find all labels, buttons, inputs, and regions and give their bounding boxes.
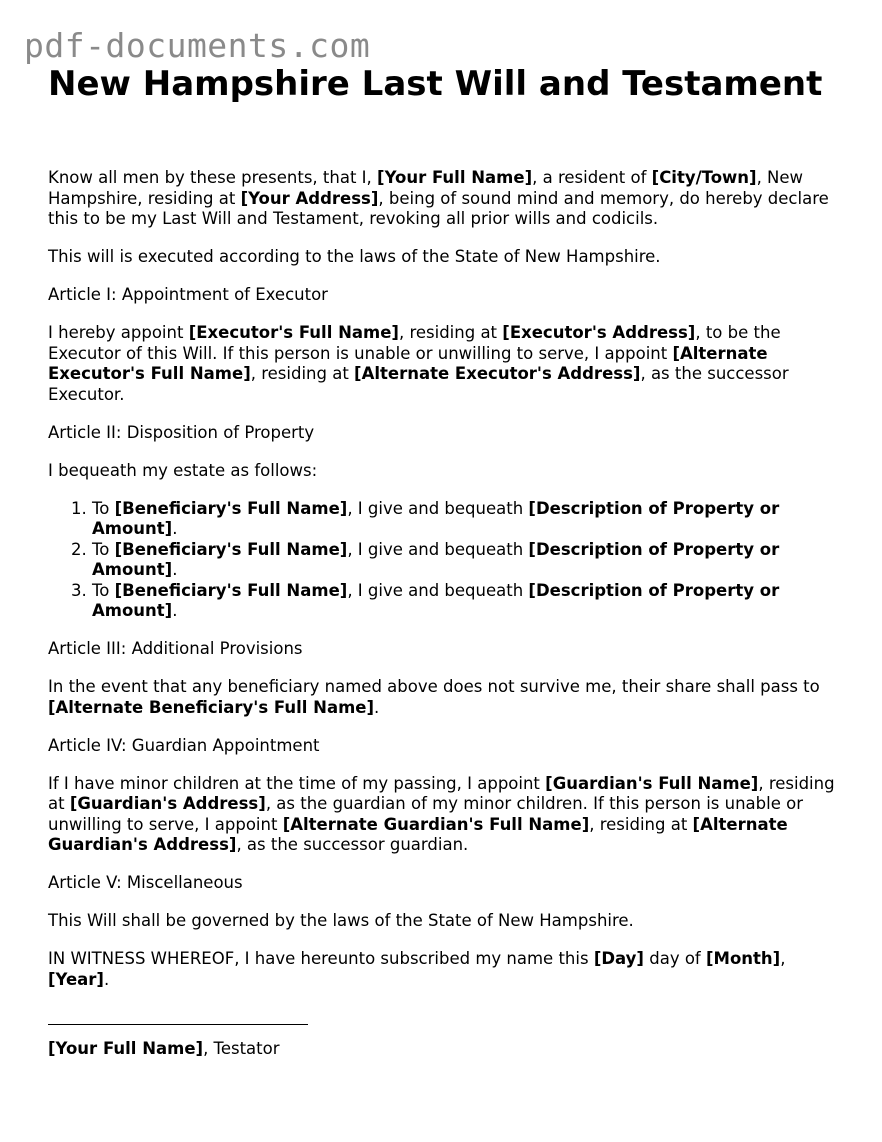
alt-beneficiary-placeholder: [Alternate Beneficiary's Full Name] — [48, 697, 375, 717]
address-placeholder: [Your Address] — [240, 188, 379, 208]
witness-paragraph — [48, 949, 838, 990]
article-5-heading: Article V: Miscellaneous — [48, 873, 243, 892]
property-placeholder: [Description of Property or Amount] — [92, 539, 780, 579]
article-text: , as the guardian of my minor children. If this person is unable or unwilling to serve, I appoint — [48, 794, 804, 834]
item-text: , I give and bequeath — [347, 498, 529, 518]
alt-executor-name-placeholder: [Alternate Executor's Full Name] — [48, 343, 768, 383]
article-text: , residing at — [250, 364, 355, 383]
witness-text: IN WITNESS WHEREOF, I have hereunto subscribed my name this — [48, 949, 594, 968]
item-text: . — [172, 601, 178, 620]
list-item — [92, 540, 838, 581]
document-title: New Hampshire Last Will and Testament — [48, 64, 823, 104]
article-4-heading: Article IV: Guardian Appointment — [48, 735, 320, 755]
document-body — [48, 168, 838, 1077]
item-text: , I give and bequeath — [347, 580, 529, 600]
alt-guardian-name-placeholder: [Alternate Guardian's Full Name] — [282, 814, 590, 834]
intro-text: , being of sound mind and memory, do hereby declare this to be my Last Will and Testament, revoking all prior wills and codicils. — [48, 188, 829, 228]
article-5-paragraph: This Will shall be governed by the laws of the State of New Hampshire. — [48, 911, 634, 930]
signer-name-placeholder: [Your Full Name] — [48, 1039, 204, 1058]
list-item — [92, 581, 838, 622]
article-text: In the event that any beneficiary named above does not survive me, their share shall pass to — [48, 677, 820, 696]
signature-block — [48, 1039, 838, 1060]
list-item — [92, 499, 838, 540]
article-text: , as the successor Executor. — [48, 364, 789, 404]
article-1-paragraph — [48, 323, 838, 405]
signature-line — [48, 1024, 308, 1025]
intro-text: , a resident of — [532, 168, 652, 187]
article-4-paragraph — [48, 774, 838, 856]
witness-text: , — [780, 949, 786, 968]
witness-text: day of — [643, 949, 706, 968]
watermark: pdf-documents.com — [24, 26, 371, 65]
alt-guardian-address-placeholder: [Alternate Guardian's Address] — [48, 814, 788, 854]
article-text: , residing at — [589, 814, 693, 834]
intro-text: , New Hampshire, residing at — [48, 168, 804, 208]
article-text: . — [374, 697, 380, 717]
beneficiary-placeholder: [Beneficiary's Full Name] — [114, 539, 348, 559]
laws-statement: This will is executed according to the laws of the State of New Hampshire. — [48, 247, 661, 266]
article-2-lead: I bequeath my estate as follows: — [48, 460, 318, 480]
item-text: . — [172, 519, 178, 538]
beneficiary-placeholder: [Beneficiary's Full Name] — [114, 498, 348, 518]
guardian-name-placeholder: [Guardian's Full Name] — [545, 773, 759, 793]
article-text: , to be the Executor of this Will. If this person is unable or unwilling to serve, I appoint — [48, 323, 781, 363]
intro-paragraph — [48, 168, 838, 230]
article-3-paragraph — [48, 677, 838, 718]
beneficiary-placeholder: [Beneficiary's Full Name] — [114, 580, 348, 600]
testator-name-placeholder: [Your Full Name] — [377, 168, 533, 187]
item-text: . — [172, 560, 178, 579]
month-placeholder: [Month] — [705, 949, 781, 968]
article-text: , residing at — [398, 323, 503, 342]
article-2-heading: Article II: Disposition of Property — [48, 422, 315, 442]
year-placeholder: [Year] — [48, 969, 104, 989]
intro-text: Know all men by these presents, that I, — [48, 168, 378, 187]
item-text: To — [92, 498, 115, 518]
city-placeholder: [City/Town] — [651, 168, 757, 187]
property-placeholder: [Description of Property or Amount] — [92, 498, 780, 538]
item-text: To — [92, 580, 115, 600]
article-1-heading: Article I: Appointment of Executor — [48, 285, 328, 304]
executor-name-placeholder: [Executor's Full Name] — [188, 323, 399, 342]
article-text: , as the successor guardian. — [236, 835, 469, 854]
item-text: To — [92, 539, 115, 559]
article-3-heading: Article III: Additional Provisions — [48, 639, 303, 658]
article-text: , residing at — [48, 773, 835, 813]
article-text: I hereby appoint — [48, 323, 189, 342]
guardian-address-placeholder: [Guardian's Address] — [69, 794, 266, 813]
article-text: If I have minor children at the time of my passing, I appoint — [48, 773, 546, 793]
witness-text: . — [103, 969, 110, 989]
property-placeholder: [Description of Property or Amount] — [92, 580, 780, 620]
bequest-list — [48, 499, 838, 622]
executor-address-placeholder: [Executor's Address] — [502, 323, 696, 342]
signer-role: , Testator — [203, 1039, 280, 1058]
day-placeholder: [Day] — [593, 949, 644, 968]
item-text: , I give and bequeath — [347, 539, 529, 559]
alt-executor-address-placeholder: [Alternate Executor's Address] — [354, 364, 641, 383]
